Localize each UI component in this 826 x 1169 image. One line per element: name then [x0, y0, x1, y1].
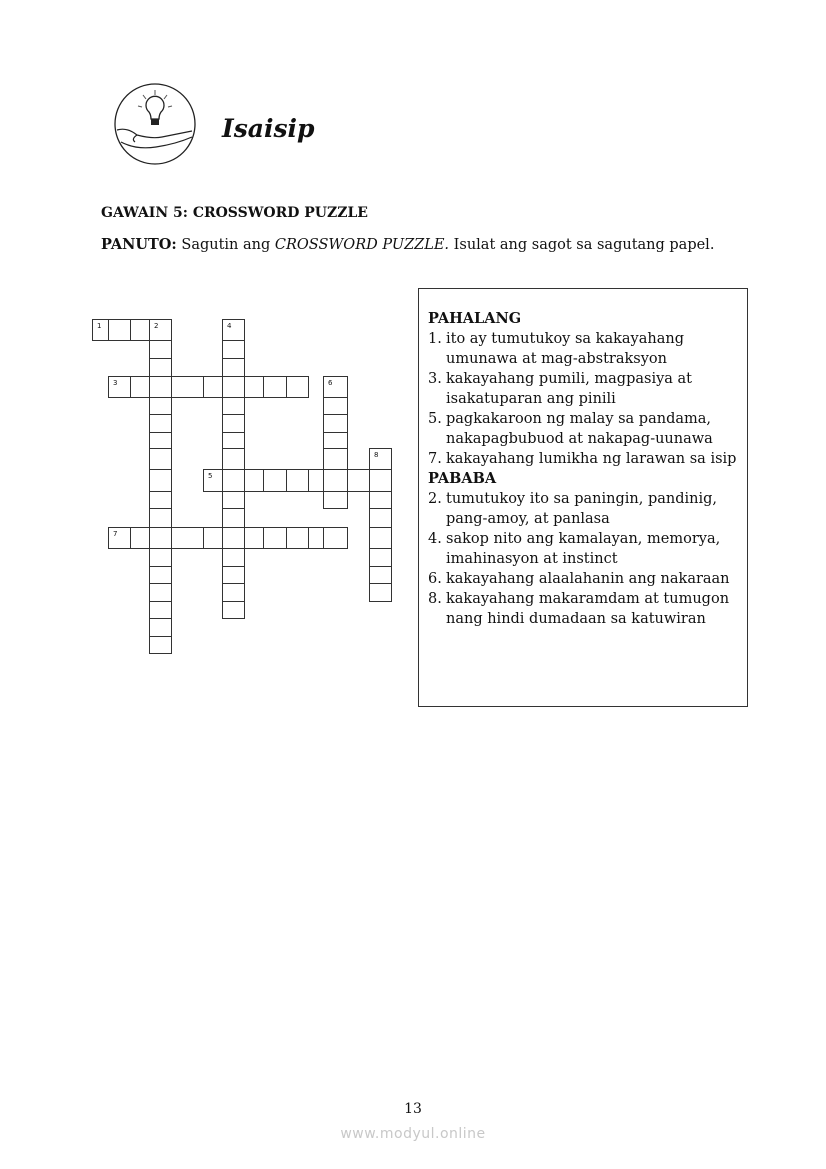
crossword-cell[interactable] [222, 432, 245, 449]
crossword-cell[interactable] [222, 566, 245, 584]
crossword-cell[interactable] [286, 527, 309, 549]
crossword-cell[interactable] [203, 469, 223, 492]
crossword-cell[interactable] [222, 319, 245, 341]
activity-title: GAWAIN 5: CROSSWORD PUZZLE [101, 205, 368, 221]
crossword-cell[interactable] [149, 491, 172, 509]
down-heading: PABABA [428, 470, 497, 487]
crossword-cell[interactable] [323, 491, 348, 509]
clue-number: 7. [428, 451, 442, 467]
crossword-cell[interactable] [222, 376, 245, 398]
crossword-cell[interactable] [244, 376, 264, 398]
clue-text: kakayahang makaramdam at tumugon nang hindi dumadaan sa katuwiran [446, 591, 730, 627]
crossword-cell[interactable] [369, 527, 392, 549]
crossword-cell[interactable] [149, 601, 172, 619]
instructions-text: Sagutin ang [176, 237, 275, 253]
crossword-cell[interactable] [108, 376, 131, 398]
crossword-cell[interactable] [149, 508, 172, 528]
clue-text: pagkakaroon ng malay sa pandama, nakapagbubuod at nakapag-uunawa [446, 411, 713, 447]
crossword-cell[interactable] [149, 432, 172, 449]
instructions-emphasis: CROSSWORD PUZZLE. [274, 237, 450, 253]
cell-number: 3 [113, 379, 118, 387]
crossword-cell[interactable] [369, 508, 392, 528]
crossword-cell[interactable] [222, 469, 245, 492]
crossword-cell[interactable] [347, 469, 370, 492]
crossword-cell[interactable] [149, 376, 172, 398]
clue-down-4 [428, 529, 737, 569]
cell-number: 6 [328, 379, 333, 387]
clue-number: 6. [428, 571, 442, 587]
crossword-cell[interactable] [222, 448, 245, 470]
crossword-cell[interactable] [130, 319, 150, 341]
crossword-cell[interactable] [149, 548, 172, 567]
clue-text: sakop nito ang kamalayan, memorya, imahinasyon at instinct [446, 531, 721, 567]
crossword-cell[interactable] [286, 469, 309, 492]
cell-number: 8 [374, 451, 379, 459]
crossword-cell[interactable] [369, 491, 392, 509]
crossword-cell[interactable] [171, 527, 204, 549]
crossword-cell[interactable] [149, 566, 172, 584]
crossword-cell[interactable] [369, 548, 392, 567]
crossword-cell[interactable] [369, 566, 392, 584]
crossword-cell[interactable] [149, 358, 172, 377]
crossword-cell[interactable] [323, 397, 348, 415]
crossword-cell[interactable] [222, 548, 245, 567]
crossword-cell[interactable] [369, 469, 392, 492]
crossword-cell[interactable] [323, 376, 348, 398]
crossword-cell[interactable] [308, 527, 324, 549]
crossword-cell[interactable] [222, 508, 245, 528]
crossword-cell[interactable] [263, 527, 287, 549]
cell-number: 7 [113, 530, 118, 538]
crossword-cell[interactable] [263, 376, 287, 398]
clue-across-7 [428, 449, 737, 469]
crossword-cell[interactable] [149, 414, 172, 433]
crossword-cell[interactable] [222, 358, 245, 377]
clue-number: 3. [428, 371, 442, 387]
clue-down-6 [428, 569, 737, 589]
page-number: 13 [404, 1101, 422, 1117]
crossword-cell[interactable] [244, 527, 264, 549]
crossword-cell[interactable] [149, 397, 172, 415]
clue-text: kakayahang pumili, magpasiya at isakatuparan ang pinili [446, 371, 693, 407]
clue-number: 1. [428, 331, 442, 347]
crossword-cell[interactable] [222, 414, 245, 433]
crossword-cell[interactable] [222, 583, 245, 602]
crossword-cell[interactable] [323, 432, 348, 449]
clue-number: 8. [428, 591, 442, 607]
crossword-cell[interactable] [286, 376, 309, 398]
crossword-cell[interactable] [244, 469, 264, 492]
crossword-cell[interactable] [108, 527, 131, 549]
crossword-cell[interactable] [130, 376, 150, 398]
crossword-cell[interactable] [323, 414, 348, 433]
clue-text: tumutukoy ito sa paningin, pandinig, pang-amoy, at panlasa [446, 491, 718, 527]
cell-number: 1 [97, 322, 102, 330]
crossword-cell[interactable] [171, 376, 204, 398]
clue-number: 4. [428, 531, 442, 547]
clue-text: ito ay tumutukoy sa kakayahang umunawa at mag-abstraksyon [446, 331, 684, 367]
crossword-cell[interactable] [222, 491, 245, 509]
crossword-cell[interactable] [149, 340, 172, 359]
clue-text: kakayahang alaalahanin ang nakaraan [446, 571, 730, 587]
crossword-cell[interactable] [323, 469, 348, 492]
crossword-cell[interactable] [149, 527, 172, 549]
crossword-cell[interactable] [149, 618, 172, 637]
clue-number: 2. [428, 491, 442, 507]
crossword-cell[interactable] [308, 469, 324, 492]
clue-text: kakayahang lumikha ng larawan sa isip [446, 451, 737, 467]
clues-box [418, 288, 748, 707]
crossword-cell[interactable] [263, 469, 287, 492]
crossword-cell[interactable] [108, 319, 131, 341]
crossword-cell[interactable] [149, 636, 172, 654]
clue-number: 5. [428, 411, 442, 427]
watermark: www.modyul.online [340, 1126, 486, 1142]
crossword-cell[interactable] [323, 527, 348, 549]
crossword-cell[interactable] [222, 397, 245, 415]
cell-number: 2 [154, 322, 159, 330]
crossword-cell[interactable] [369, 583, 392, 602]
crossword-cell[interactable] [149, 448, 172, 470]
crossword-cell[interactable] [369, 448, 392, 470]
crossword-cell[interactable] [149, 583, 172, 602]
crossword-cell[interactable] [149, 319, 172, 341]
cell-number: 5 [208, 472, 213, 480]
crossword-cell[interactable] [149, 469, 172, 492]
clue-across-5 [428, 409, 737, 449]
section-title: Isaisip [222, 114, 315, 143]
instructions-text-end: Isulat ang sagot sa sagutang papel. [449, 237, 715, 253]
crossword-cell[interactable] [203, 376, 223, 398]
crossword-cell[interactable] [222, 601, 245, 619]
across-heading: PAHALANG [428, 310, 522, 327]
clue-across-3 [428, 369, 737, 409]
clue-down-8 [428, 589, 737, 629]
crossword-cell[interactable] [323, 448, 348, 470]
crossword-cell[interactable] [222, 340, 245, 359]
crossword-cell[interactable] [203, 527, 223, 549]
crossword-cell[interactable] [222, 527, 245, 549]
crossword-cell[interactable] [130, 527, 150, 549]
instructions-label: PANUTO: [101, 236, 177, 253]
cell-number: 4 [227, 322, 232, 330]
crossword-cell[interactable] [92, 319, 109, 341]
clue-across-1 [428, 329, 737, 369]
clue-down-2 [428, 489, 737, 529]
